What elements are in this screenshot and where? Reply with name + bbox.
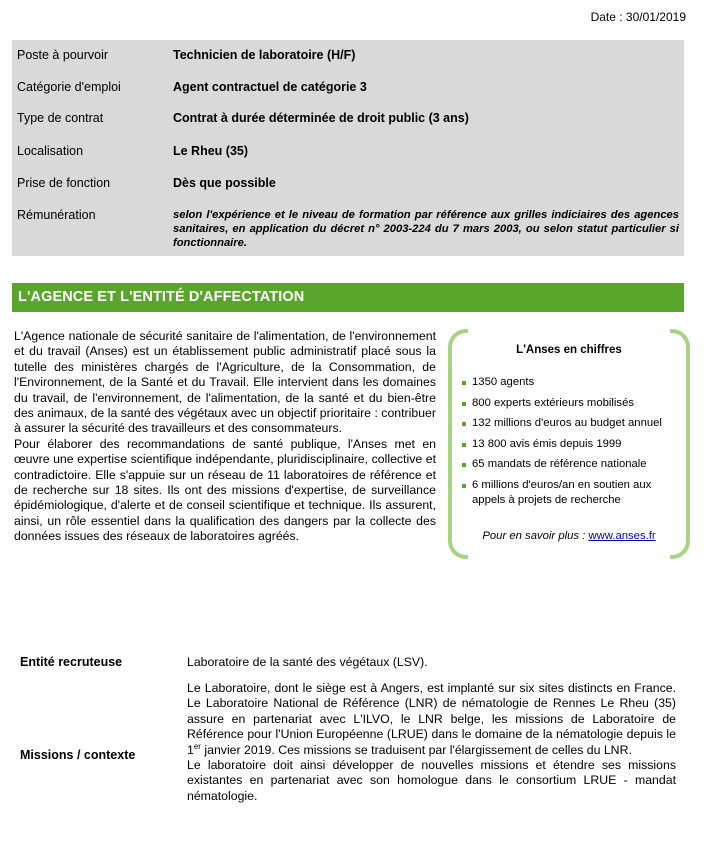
bullet-icon xyxy=(462,381,466,385)
bullet-icon xyxy=(462,402,466,406)
list-item: 800 experts extérieurs mobilisés xyxy=(462,396,684,411)
info-label: Localisation xyxy=(17,144,84,158)
list-item: 132 millions d'euros au budget annuel xyxy=(462,416,684,431)
agency-description xyxy=(14,329,436,545)
bullet-icon xyxy=(462,443,466,447)
info-value: selon l'expérience et le niveau de formation par référence aux grilles indiciaires des agences sanitaires, en application du décret n° 2003-224 du 7 mars 2003, ou selon statut particulier si fonctionnaire. xyxy=(173,209,679,249)
entity-value: Laboratoire de la santé des végétaux (LSV). xyxy=(187,655,428,669)
info-label: Poste à pourvoir xyxy=(17,48,109,62)
key-figures-title: L'Anses en chiffres xyxy=(516,344,622,356)
info-value: Technicien de laboratoire (H/F) xyxy=(173,48,356,62)
learn-more xyxy=(448,530,690,542)
learn-more-label: Pour en savoir plus : xyxy=(482,530,589,542)
info-value: Le Rheu (35) xyxy=(173,144,249,158)
missions-paragraph: Le laboratoire doit ainsi développer de nouvelles missions et étendre ses missions existantes en partenariat avec son homologue dans le consortium LRUE - mandat nématologie. xyxy=(187,758,676,803)
info-value: Agent contractuel de catégorie 3 xyxy=(173,80,367,94)
info-label: Prise de fonction xyxy=(17,176,111,190)
key-figures-box xyxy=(448,329,690,559)
info-label: Rémunération xyxy=(17,208,96,222)
bullet-icon xyxy=(462,463,466,467)
list-item: 65 mandats de référence nationale xyxy=(462,457,684,472)
info-label: Catégorie d'emploi xyxy=(17,80,121,94)
missions-text xyxy=(187,681,676,804)
bullet-icon xyxy=(462,422,466,426)
document-date: Date : 30/01/2019 xyxy=(590,10,686,24)
agency-paragraph: L'Agence nationale de sécurité sanitaire de l'alimentation, de l'environnement et du travail (Anses) est un établissement public administratif placé sous la tutelle des ministères chargés de l'Agriculture, de la Consommation, de l'Environnement, de la Santé et du Travail. Elle intervient dans les domaines du travail, de l'environnement, de l'alimentation, de la santé et du bien-être des animaux, de la santé des végétaux avec un objectif prioritaire : contribuer à assurer la sécurité des travailleurs et des consommateurs. xyxy=(14,329,436,436)
missions-paragraph: Le Laboratoire, dont le siège est à Angers, est implanté sur six sites distincts en France. Le Laboratoire National de Référence (LNR) de nématologie de Rennes Le Rheu (35) assure en partenariat avec L'ILVO, le LNR belge, les missions de Laboratoire de Référence pour l'Union Européenne (LRUE) dans le domaine de la nématologie depuis le 1er janvier 2019. Ces missions se traduisent par l'élargissement de celles du LNR. xyxy=(187,681,676,757)
missions-label: Missions / contexte xyxy=(20,748,136,762)
list-item: 13 800 avis émis depuis 1999 xyxy=(462,437,684,452)
agency-paragraph: Pour élaborer des recommandations de santé publique, l'Anses met en œuvre une expertise scientifique indépendante, pluridisciplinaire, collective et contradictoire. Elle s'appuie sur un réseau de 11 laboratoires de référence et de recherche sur 18 sites. Ils ont des missions d'expertise, de surveillance épidémiologique, d'alerte et de conseil scientifique et technique. Ils assurent, ainsi, un rôle essentiel dans la qualification des dangers par la collecte des données issues des réseaux de laboratoires agréés. xyxy=(14,436,436,544)
bullet-icon xyxy=(462,484,466,488)
list-item: 1350 agents xyxy=(462,375,684,390)
info-value: Dès que possible xyxy=(173,176,276,190)
list-item: 6 millions d'euros/an en soutien aux appels à projets de recherche xyxy=(462,478,684,508)
section-header: L'AGENCE ET L'ENTITÉ D'AFFECTATION xyxy=(12,283,684,312)
info-label: Type de contrat xyxy=(17,111,104,125)
entity-label: Entité recruteuse xyxy=(20,655,123,669)
info-value: Contrat à durée déterminée de droit public (3 ans) xyxy=(173,111,469,125)
key-figures-list xyxy=(462,375,684,513)
anses-website-link[interactable]: www.anses.fr xyxy=(588,530,656,542)
job-info-table xyxy=(12,40,684,256)
